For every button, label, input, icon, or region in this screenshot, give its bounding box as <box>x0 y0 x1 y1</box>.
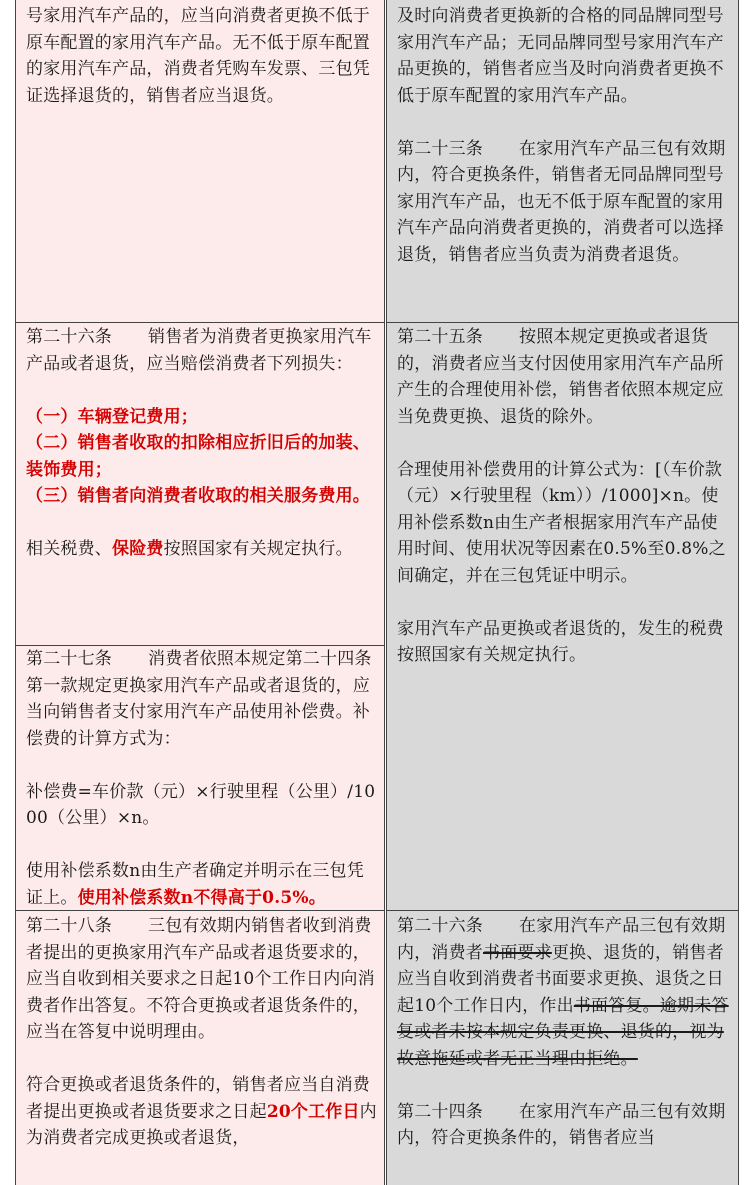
paragraph: 家用汽车产品更换或者退货的，发生的税费按照国家有关规定执行。 <box>397 618 724 665</box>
article-text: 按照本规定更换或者退货的，消费者应当支付因使用家用汽车产品所产生的合理使用补偿，销售者依照本规定应当免费更换、退货的除外。 <box>397 327 724 427</box>
text-span: 按照国家有关规定执行。 <box>163 539 353 559</box>
paragraph: 及时向消费者更换新的合格的同品牌同型号家用汽车产品；无同品牌同型号家用汽车产品更换的，销售者应当及时向消费者更换不低于原车配置的家用汽车产品。 <box>397 6 724 106</box>
text-span: 内为消费者完成更换或者退货， <box>26 1101 377 1148</box>
paragraph <box>26 324 378 377</box>
article-text: 三包有效期内销售者收到消费者提出的更换家用汽车产品或者退货要求的，应当自收到相关要求之日起10个工作日内向消费者作出答复。不符合更换或者退货条件的，应当在答复中说明理由。 <box>26 916 375 1042</box>
article-text: 在家用汽车产品三包有效期内，符合更换条件的，销售者应当 <box>397 1101 726 1148</box>
loss-item-1: （一）车辆登记费用； <box>26 406 198 427</box>
left-cell-article-28 <box>15 910 385 1185</box>
left-cell-article-26 <box>15 322 385 645</box>
text-span: 相关税费、 <box>26 539 112 559</box>
paragraph <box>397 324 732 430</box>
formula-paragraph: 合理使用补偿费用的计算公式为：[（车价款（元）×行驶里程（km））/1000]×n。使用补偿系数n由生产者根据家用汽车产品使用时间、使用状况等因素在0.5%至0.8%之间确定，并在三包凭证中明示。 <box>397 459 726 586</box>
right-cell-article-26-24 <box>386 910 739 1185</box>
article-text: 销售者为消费者更换家用汽车产品或者退货，应当赔偿消费者下列损失： <box>26 327 372 374</box>
paragraph <box>397 913 732 1072</box>
text-span: 使用补偿系数n由生产者确定并明示在三包凭证上。 <box>26 861 364 908</box>
article-number: 第二十四条 <box>397 1101 483 1122</box>
paragraph <box>26 858 378 910</box>
article-number: 第二十八条 <box>26 916 112 936</box>
text-span: 在家用汽车产品三包有效期内，消费者 <box>397 916 726 963</box>
formula: 补偿费=车价款（元）×行驶里程（公里）/1000（公里）×n。 <box>26 781 376 828</box>
paragraph <box>26 646 378 752</box>
right-cell-article-25 <box>386 322 739 910</box>
article-number: 第二十五条 <box>397 327 483 347</box>
paragraph <box>397 136 732 269</box>
loss-item-2: （二）销售者收取的扣除相应折旧后的加装、装饰费用； <box>26 433 370 480</box>
left-cell-article-25-end <box>15 0 385 322</box>
highlight-insurance: 保险费 <box>112 539 164 559</box>
text-span: 符合更换或者退货条件的，销售者应当自消费者提出更换或者退货要求之日起 <box>26 1075 370 1122</box>
paragraph <box>26 536 378 563</box>
article-number: 第二十三条 <box>397 138 483 159</box>
article-number: 第二十七条 <box>26 649 112 669</box>
text-span: 更换、退货的，销售者应当自收到消费者书面要求更换、退货之日起10个工作日内，作出 <box>397 942 724 1016</box>
article-text: 在家用汽车产品三包有效期内，符合更换条件，销售者无同品牌同型号家用汽车产品，也无不低于原车配置的家用汽车产品向消费者更换的，消费者可以选择退货，销售者应当负责为消费者退货。 <box>397 138 726 265</box>
paragraph <box>397 1099 732 1152</box>
right-cell-article-22-23 <box>386 0 739 322</box>
left-cell-article-27 <box>15 645 385 910</box>
article-number: 第二十六条 <box>26 327 112 347</box>
article-text: 消费者依照本规定第二十四条第一款规定更换家用汽车产品或者退货的，应当向销售者支付家用汽车产品使用补偿费。补偿费的计算方式为： <box>26 649 372 749</box>
paragraph: 号家用汽车产品的，应当向消费者更换不低于原车配置的家用汽车产品。无不低于原车配置的家用汽车产品，消费者凭购车发票、三包凭证选择退货的，销售者应当退货。 <box>26 6 370 106</box>
highlight-working-days: 20个工作日 <box>266 1101 360 1122</box>
struck-text: 书面答复。逾期未答复或者未按本规定负责更换、退货的，视为故意拖延或者无正当理由拒绝。 <box>397 995 729 1069</box>
highlight-coefficient: 使用补偿系数n不得高于0.5%。 <box>77 887 326 908</box>
paragraph <box>26 913 378 1046</box>
struck-text: 书面要求 <box>483 942 552 963</box>
paragraph <box>26 1072 378 1152</box>
loss-item-3: （三）销售者向消费者收取的相关服务费用。 <box>26 486 370 506</box>
article-number: 第二十六条 <box>397 916 483 936</box>
